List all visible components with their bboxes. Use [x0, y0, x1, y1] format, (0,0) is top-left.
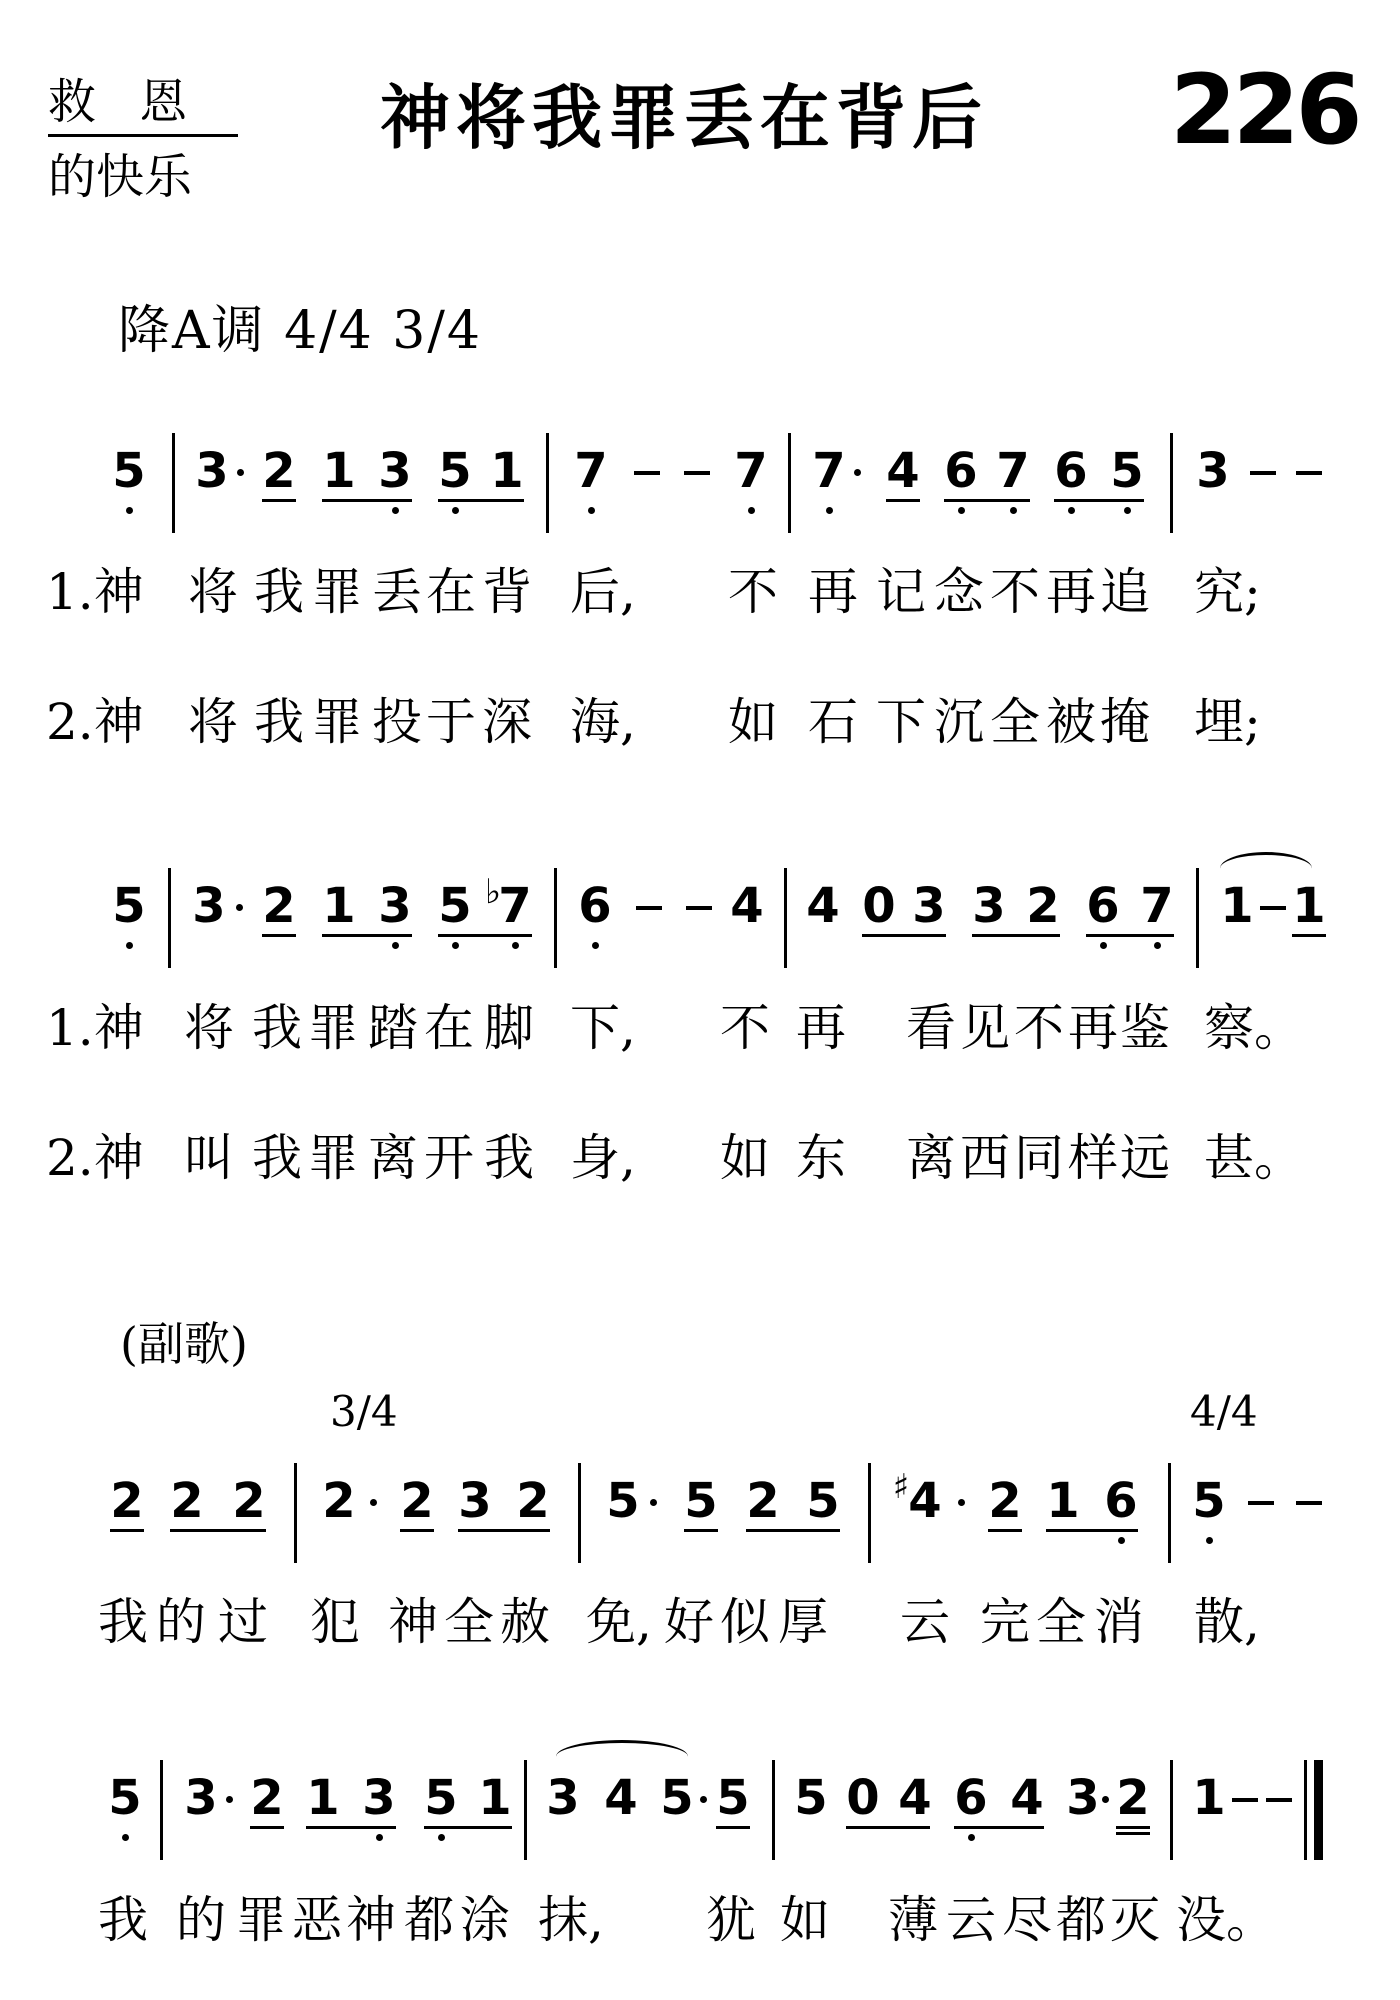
note: 1: [478, 1770, 512, 1826]
note: 6: [954, 1770, 988, 1826]
lyric-syllable: 投: [372, 693, 422, 751]
note: 3: [1196, 443, 1230, 499]
lyric-syllable: 神: [346, 1891, 396, 1949]
note: 5: [1192, 1473, 1226, 1529]
lyric-syllable: 看: [906, 999, 956, 1057]
note: 7: [996, 443, 1030, 499]
lyric-syllable: 沉: [934, 693, 984, 751]
note: 2: [516, 1473, 550, 1529]
lyric-syllable: 再: [1046, 563, 1096, 621]
note: 3: [546, 1770, 580, 1826]
note: 5: [606, 1473, 640, 1529]
lyric-syllable: 免,: [586, 1593, 652, 1651]
lyric-syllable: 我: [98, 1593, 148, 1651]
note: 4: [806, 878, 840, 934]
lyric-syllable: 下,: [570, 999, 636, 1057]
note: 5: [806, 1473, 840, 1529]
category-bottom: 的快乐: [48, 149, 193, 205]
note: 5: [794, 1770, 828, 1826]
lyric-syllable: 我: [254, 693, 304, 751]
lyric-syllable: 察。: [1204, 999, 1304, 1057]
lyric-syllable: 样: [1068, 1129, 1118, 1187]
note: 2: [1116, 1770, 1150, 1826]
lyric-syllable: 离: [368, 1129, 418, 1187]
lyric-verse1-line2: [0, 988, 1400, 1058]
note: 5: [108, 1770, 142, 1826]
note: 1: [490, 443, 524, 499]
note: 7: [812, 443, 846, 499]
note: 2: [110, 1473, 144, 1529]
lyric-syllable: 全: [444, 1593, 494, 1651]
note: 4: [908, 1473, 942, 1529]
lyric-syllable: 离: [906, 1129, 956, 1187]
lyric-syllable: 再: [1068, 999, 1118, 1057]
lyric-syllable: 厚: [778, 1593, 828, 1651]
note: 1: [1046, 1473, 1080, 1529]
note: 7: [734, 443, 768, 499]
flat-sign: ♭: [484, 872, 502, 912]
note: 5: [684, 1473, 718, 1529]
note: 2: [746, 1473, 780, 1529]
note: 5: [716, 1770, 750, 1826]
note: 2: [170, 1473, 204, 1529]
note: 2: [988, 1473, 1022, 1529]
note: 7: [1140, 878, 1174, 934]
lyric-syllable: 东: [796, 1129, 846, 1187]
lyric-syllable: 背: [482, 563, 532, 621]
note: 4: [886, 443, 920, 499]
note: 3: [362, 1770, 396, 1826]
note: 3: [972, 878, 1006, 934]
lyric-syllable: 犹: [706, 1891, 756, 1949]
lyric-syllable: 不: [990, 563, 1040, 621]
lyric-syllable: 埋;: [1194, 693, 1261, 751]
note: 4: [730, 878, 764, 934]
lyric-syllable: 究;: [1194, 563, 1261, 621]
lyric-syllable: 罪: [308, 999, 358, 1057]
lyric-syllable: 如: [780, 1891, 830, 1949]
lyric-syllable: 石: [808, 693, 858, 751]
lyric-syllable: 全: [990, 693, 1040, 751]
lyric-chorus-line1: [0, 1582, 1400, 1652]
lyric-syllable: 尽: [1002, 1891, 1052, 1949]
lyric-syllable: 再: [808, 563, 858, 621]
lyric-syllable: 赦: [500, 1593, 550, 1651]
note: 6: [1086, 878, 1120, 934]
lyric-syllable: 不: [1014, 999, 1064, 1057]
lyric-syllable: 脚: [484, 999, 534, 1057]
lyric-syllable: 掩: [1100, 693, 1150, 751]
lyric-syllable: 如: [720, 1129, 770, 1187]
lyric-syllable: 涂: [460, 1891, 510, 1949]
lyric-syllable: 于: [426, 693, 476, 751]
lyric-syllable: 我: [484, 1129, 534, 1187]
lyric-syllable: 念: [934, 563, 984, 621]
lyric-syllable: 丢: [372, 563, 422, 621]
note: 4: [1010, 1770, 1044, 1826]
lyric-syllable: 恶: [292, 1891, 342, 1949]
note: 3: [378, 878, 412, 934]
note: 6: [578, 878, 612, 934]
lyric-syllable: 2.神: [46, 693, 144, 751]
category-top: 救 恩: [48, 62, 238, 137]
lyric-syllable: 开: [424, 1129, 474, 1187]
lyric-syllable: 散,: [1194, 1593, 1260, 1651]
lyric-syllable: 西: [960, 1129, 1010, 1187]
note: 0: [846, 1770, 880, 1826]
lyric-syllable: 在: [424, 999, 474, 1057]
note: 5: [438, 443, 472, 499]
lyric-syllable: 神: [388, 1593, 438, 1651]
lyric-syllable: 灭: [1110, 1891, 1160, 1949]
note: 5: [660, 1770, 694, 1826]
lyric-syllable: 深: [482, 693, 532, 751]
note: 1: [322, 443, 356, 499]
key-signature: 降A调 4/4 3/4: [118, 301, 482, 361]
note: 7: [498, 878, 532, 934]
time-signature: 3/4: [330, 1387, 398, 1436]
note: 3: [195, 443, 229, 499]
note: 3: [192, 878, 226, 934]
lyric-syllable: 都: [404, 1891, 454, 1949]
note: 3: [912, 878, 946, 934]
note: 6: [944, 443, 978, 499]
lyric-syllable: 2.神: [46, 1129, 144, 1187]
lyric-syllable: 再: [796, 999, 846, 1057]
lyric-chorus-line2: [0, 1880, 1400, 1950]
lyric-syllable: 在: [426, 563, 476, 621]
note: 5: [112, 878, 146, 934]
lyric-syllable: 罪: [312, 563, 362, 621]
lyric-syllable: 我: [252, 1129, 302, 1187]
note: 5: [438, 878, 472, 934]
chorus-label: (副歌): [120, 1317, 248, 1371]
note: 0: [862, 878, 896, 934]
lyric-syllable: 不: [728, 563, 778, 621]
lyric-syllable: 罪: [312, 693, 362, 751]
lyric-syllable: 云: [946, 1891, 996, 1949]
note: 2: [262, 443, 296, 499]
note: 5: [424, 1770, 458, 1826]
lyric-syllable: 完: [980, 1593, 1030, 1651]
note: 5: [112, 443, 146, 499]
lyric-verse2-line2: [0, 1118, 1400, 1188]
note: 1: [1192, 1770, 1226, 1826]
lyric-syllable: 都: [1056, 1891, 1106, 1949]
lyric-syllable: 同: [1014, 1129, 1064, 1187]
lyric-verse2-line1: [0, 682, 1400, 752]
lyric-syllable: 的: [156, 1593, 206, 1651]
lyric-syllable: 消: [1094, 1593, 1144, 1651]
lyric-syllable: 我: [254, 563, 304, 621]
note: 2: [250, 1770, 284, 1826]
lyric-syllable: 不: [720, 999, 770, 1057]
note: 1: [322, 878, 356, 934]
note: 1: [306, 1770, 340, 1826]
note: 3: [378, 443, 412, 499]
lyric-syllable: 的: [176, 1891, 226, 1949]
lyric-syllable: 将: [188, 563, 238, 621]
lyric-syllable: 罪: [308, 1129, 358, 1187]
lyric-syllable: 全: [1036, 1593, 1086, 1651]
lyric-syllable: 远: [1120, 1129, 1170, 1187]
note: 2: [232, 1473, 266, 1529]
lyric-syllable: 我: [252, 999, 302, 1057]
note: 2: [1026, 878, 1060, 934]
lyric-syllable: 踏: [368, 999, 418, 1057]
lyric-syllable: 被: [1046, 693, 1096, 751]
lyric-syllable: 过: [218, 1593, 268, 1651]
note: 4: [604, 1770, 638, 1826]
note: 1: [1292, 878, 1326, 934]
hymn-title: 神将我罪丢在背后: [380, 77, 988, 159]
lyric-syllable: 没。: [1176, 1891, 1276, 1949]
note: 3: [184, 1770, 218, 1826]
note: 3: [458, 1473, 492, 1529]
lyric-syllable: 身,: [570, 1129, 636, 1187]
lyric-verse1-line1: [0, 552, 1400, 622]
lyric-syllable: 见: [960, 999, 1010, 1057]
note: 2: [400, 1473, 434, 1529]
final-barline: [1314, 1760, 1323, 1860]
lyric-syllable: 后,: [570, 563, 636, 621]
lyric-syllable: 如: [728, 693, 778, 751]
lyric-syllable: 下: [876, 693, 926, 751]
lyric-syllable: 犯: [310, 1593, 360, 1651]
lyric-syllable: 海,: [570, 693, 636, 751]
lyric-syllable: 叫: [184, 1129, 234, 1187]
note: 1: [1220, 878, 1254, 934]
note: 7: [574, 443, 608, 499]
note: 2: [262, 878, 296, 934]
lyric-syllable: 记: [876, 563, 926, 621]
lyric-syllable: 将: [184, 999, 234, 1057]
hymn-number: 226: [1170, 54, 1359, 166]
time-signature: 4/4: [1190, 1387, 1258, 1436]
note: 3: [1066, 1770, 1100, 1826]
lyric-syllable: 1.神: [46, 999, 144, 1057]
note: 5: [1110, 443, 1144, 499]
lyric-syllable: 将: [188, 693, 238, 751]
lyric-syllable: 1.神: [46, 563, 144, 621]
hymn-category: [48, 62, 238, 213]
lyric-syllable: 抹,: [538, 1891, 604, 1949]
sharp-sign: ♯: [892, 1467, 910, 1507]
lyric-syllable: 我: [98, 1891, 148, 1949]
lyric-syllable: 甚。: [1204, 1129, 1304, 1187]
lyric-syllable: 好: [664, 1593, 714, 1651]
lyric-syllable: 云: [900, 1593, 950, 1651]
lyric-syllable: 追: [1100, 563, 1150, 621]
lyric-syllable: 似: [720, 1593, 770, 1651]
lyric-syllable: 鉴: [1120, 999, 1170, 1057]
lyric-syllable: 罪: [236, 1891, 286, 1949]
note: 6: [1054, 443, 1088, 499]
lyric-syllable: 薄: [888, 1891, 938, 1949]
note: 6: [1104, 1473, 1138, 1529]
note: 4: [898, 1770, 932, 1826]
note: 2: [322, 1473, 356, 1529]
